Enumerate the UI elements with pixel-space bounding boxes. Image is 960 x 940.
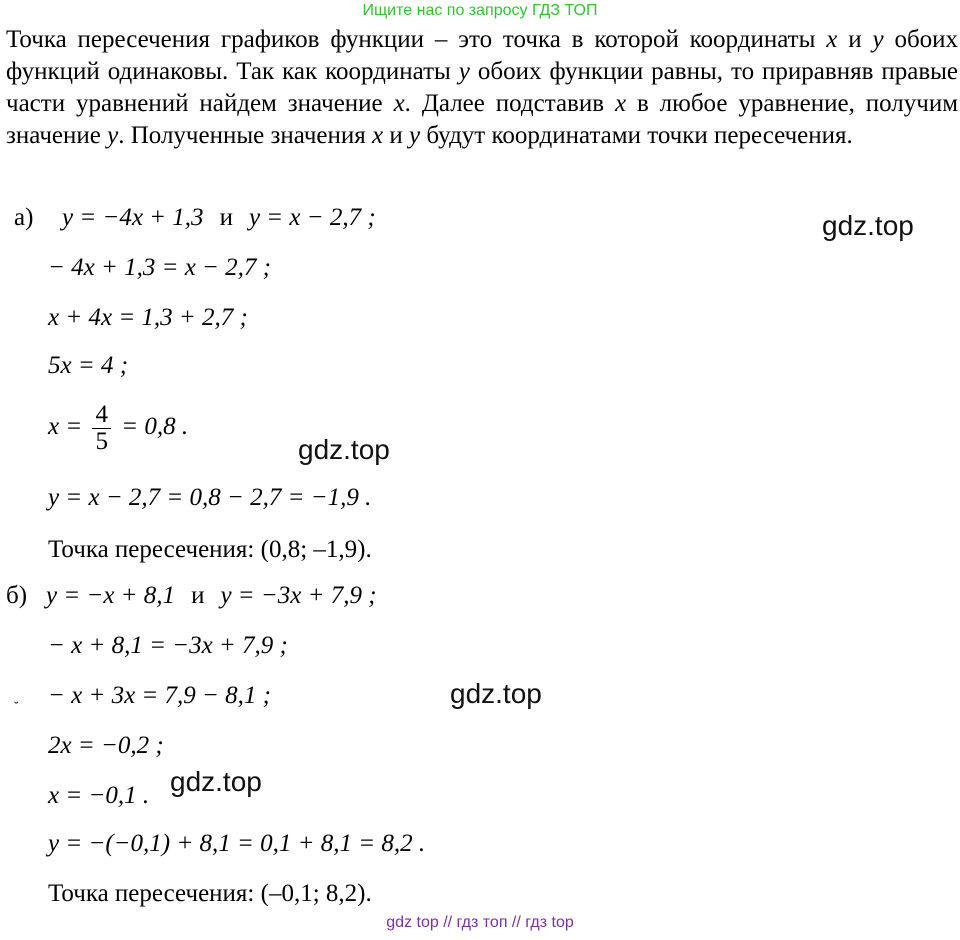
intro-text: . Далее подставив [404, 90, 605, 117]
var-y: y [107, 122, 119, 149]
equation: y = −x + 8,1 [46, 582, 176, 609]
var-x: x [372, 122, 384, 149]
footer-links[interactable]: gdz top // гдз топ // гдз top [386, 914, 574, 931]
var-y: y [872, 26, 884, 53]
equation-line: − x + 3x = 7,9 − 8,1 ; [48, 682, 271, 709]
part-a-system [14, 204, 376, 232]
answer-a: Точка пересечения: (0,8; –1,9). [48, 536, 372, 563]
equation-line: y = x − 2,7 = 0,8 − 2,7 = −1,9 . [48, 484, 372, 511]
intro-text: обоих функции равны, то приравняв правые части уравнений найдем значение [6, 58, 959, 117]
fraction-denominator: 5 [95, 428, 108, 455]
equation-line: x = −0,1 . [48, 782, 150, 809]
watermark: gdz.top [170, 766, 262, 797]
equation-line: − 4x + 1,3 = x − 2,7 ; [48, 254, 271, 281]
watermark: gdz.top [298, 434, 390, 465]
conjunction: и [191, 582, 205, 609]
equation: y = x − 2,7 ; [248, 204, 376, 231]
var-y: y [409, 122, 421, 149]
fraction [92, 402, 111, 455]
equation-line: − x + 8,1 = −3x + 7,9 ; [48, 632, 288, 659]
equation-part: x = [48, 413, 83, 441]
equation-line: 5x = 4 ; [48, 352, 129, 379]
var-x: x [826, 26, 838, 53]
var-y: y [458, 58, 470, 85]
part-a-label: а) [14, 204, 34, 231]
var-x: x [393, 90, 405, 117]
stray-mark: ˘ [14, 700, 19, 715]
intro-text: Точка пересечения графиков функции – это точка в которой координаты [6, 26, 816, 53]
part-b-system [6, 582, 377, 610]
intro-and: и [848, 26, 862, 53]
equation: y = −3x + 7,9 ; [220, 582, 377, 609]
top-banner[interactable]: Ищите нас по запросу ГДЗ ТОП [362, 2, 598, 19]
intro-text: в любое уравнение, получим значение [6, 90, 959, 149]
equation: y = −4x + 1,3 [62, 204, 204, 231]
fraction-equation [48, 402, 188, 455]
equation-line: x + 4x = 1,3 + 2,7 ; [48, 304, 248, 331]
fraction-numerator: 4 [92, 402, 111, 429]
intro-text: обоих функций одинаковы. Так как координаты [6, 26, 959, 85]
intro-and: и [389, 122, 403, 149]
equation-line: y = −(−0,1) + 8,1 = 0,1 + 8,1 = 8,2 . [48, 830, 426, 857]
intro-text: . Полученные значения [118, 122, 366, 149]
intro-text: будут координатами точки пересечения. [426, 122, 853, 149]
intro-paragraph [6, 24, 958, 152]
var-x: x [614, 90, 627, 117]
watermark: gdz.top [822, 210, 914, 241]
answer-b: Точка пересечения: (–0,1; 8,2). [48, 880, 372, 907]
equation-part: = 0,8 . [121, 413, 189, 441]
equation-line: 2x = −0,2 ; [48, 732, 164, 759]
part-b-label: б) [6, 582, 28, 609]
conjunction: и [219, 204, 233, 231]
watermark: gdz.top [450, 678, 542, 709]
